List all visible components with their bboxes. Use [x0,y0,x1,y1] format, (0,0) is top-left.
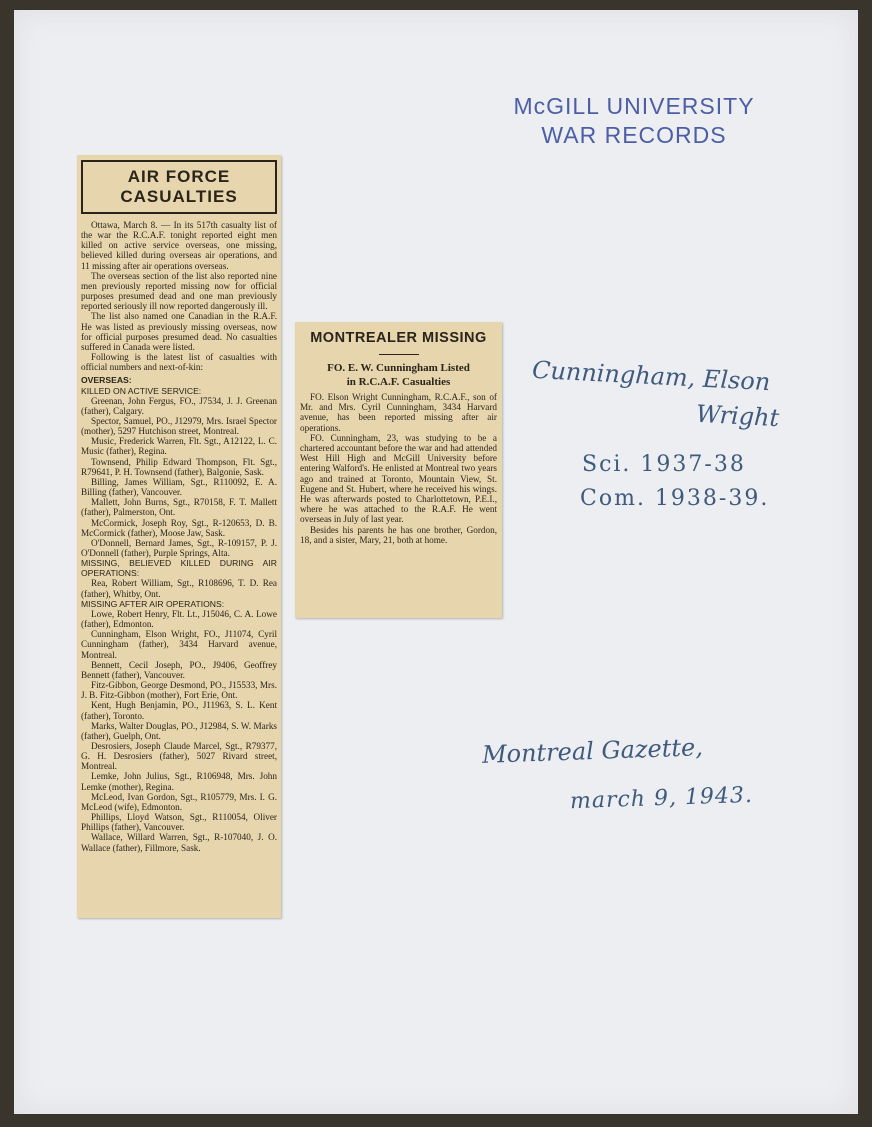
casualty-entry: Kent, Hugh Benjamin, PO., J11963, S. L. Kent (father), Toronto. [81,700,277,721]
casualty-entry: Billing, James William, Sgt., R110092, E. A. Billing (father), Vancouver. [81,476,277,498]
subsection-heading: KILLED ON ACTIVE SERVICE: [81,385,202,396]
casualty-entry: Greenan, John Fergus, FO., J7534, J. J. Greenan (father), Calgary. [81,395,277,416]
subsection-heading: MISSING, BELIEVED KILLED DURING AIR OPERATIONS: [81,558,277,579]
handwritten-science-years: Sci. 1937-38 [582,452,746,477]
stamp-line-2: WAR RECORDS [541,122,727,148]
air-force-casualties-clipping [77,155,281,918]
casualty-entry: Rea, Robert William, Sgt., R108696, T. D. Rea (father), Whitby, Ont. [81,578,277,599]
casualty-entry: McCormick, Joseph Roy, Sgt., R-120653, D. B. McCormick (father), Moose Jaw, Sask. [81,517,277,538]
casualty-entry: Music, Frederick Warren, Flt. Sgt., A12122, L. C. Music (father), Regina. [81,436,277,457]
paragraph: Ottawa, March 8. — In its 517th casualty list of the war the R.C.A.F. tonight reported eight men killed on active service overseas, one missing, believed killed during overseas air operations, and 11 missing after air operations overseas. [81,220,277,271]
handwritten-date: march 9, 1943. [569,782,754,815]
clipping-body [300,392,497,545]
casualty-entry: Bennett, Cecil Joseph, PO., J9406, Geoffrey Bennett (father), Vancouver. [81,659,277,680]
clipping-headline-box [81,160,277,214]
casualty-entry: Spector, Samuel, PO., J12979, Mrs. Israel Spector (mother), 5297 Hutchison street, Montreal. [81,415,277,437]
montrealer-missing-clipping [295,322,502,618]
casualty-entry: Marks, Walter Douglas, PO., J12984, S. W. Marks (father), Guelph, Ont. [81,720,277,741]
archive-page [14,10,858,1114]
paragraph: The overseas section of the list also reported nine men previously reported missing now for official purposes presumed dead and one man previously reported seriously ill now reported dangerously ill. [81,270,277,312]
paragraph: FO. Cunningham, 23, was studying to be a chartered accountant before the war and had attended West Hill High and McGill University before entering Walford's. He enlisted at Montreal two years ago and trained at Toronto, Mountain View, St. Eugene and St. Hubert, where he received his wings. He was afterwards posted to Charlottetown, P.E.I., where he was attached to the R.A.F. He went overseas in July of last year. [300,432,497,525]
casualty-entry: Townsend, Philip Edward Thompson, Flt. Sgt., R79641, P. H. Townsend (father), Balgonie, Sask. [81,456,277,477]
paragraph: Besides his parents he has one brother, Gordon, 18, and a sister, Mary, 21, both at home. [300,524,497,545]
casualty-entry: McLeod, Ivan Gordon, Sgt., R105779, Mrs. I. G. McLeod (wife), Edmonton. [81,791,277,812]
paragraph: Following is the latest list of casualties with official numbers and next-of-kin: [81,352,277,373]
casualty-entry: Lowe, Robert Henry, Flt. Lt., J15046, C. A. Lowe (father), Edmonton. [81,608,277,630]
handwritten-commerce-years: Com. 1938-39. [580,486,770,511]
casualty-entry: Mallett, John Burns, Sgt., R70158, F. T. Mallett (father), Palmerston, Ont. [81,497,277,518]
casualty-entry: Lemke, John Julius, Sgt., R106948, Mrs. John Lemke (mother), Regina. [81,771,277,792]
section-heading: OVERSEAS: [81,375,132,386]
handwritten-name: Cunningham, Elson [531,355,772,397]
paragraph: FO. Elson Wright Cunningham, R.C.A.F., son of Mr. and Mrs. Cyril Cunningham, 3434 Harvard avenue, has been reported missing after air operations. [300,392,497,433]
war-records-stamp [494,92,774,150]
paragraph: The list also named one Canadian in the R.A.F. He was listed as previously missing overseas, now for official purposes presumed dead. No casualties suffered in Canada were listed. [81,311,277,352]
headline-line-1: AIR FORCE [127,167,231,186]
clipping-body [81,220,277,853]
casualty-entry: Desrosiers, Joseph Claude Marcel, Sgt., R79377, G. H. Desrosiers (father), 5027 Rivard street, Montreal. [81,740,277,772]
headline-rule [379,354,419,355]
casualty-entry: O'Donnell, Bernard James, Sgt., R-109157, P. J. O'Donnell (father), Purple Springs, Alta. [81,537,277,558]
stamp-line-1: McGILL UNIVERSITY [513,93,755,119]
subheadline-line-1: FO. E. W. Cunningham Listed [327,362,470,374]
casualty-entry: Fitz-Gibbon, George Desmond, PO., J15533, Mrs. J. B. Fitz-Gibbon (mother), Fort Erie, Ont. [81,680,277,701]
subsection-heading: MISSING AFTER AIR OPERATIONS: [81,598,225,609]
casualty-entry: Wallace, Willard Warren, Sgt., R-107040, J. O. Wallace (father), Fillmore, Sask. [81,832,277,853]
clipping-subheadline [300,361,497,389]
handwritten-source: Montreal Gazette, [481,733,704,769]
casualty-entry: Phillips, Lloyd Watson, Sgt., R110054, Oliver Phillips (father), Vancouver. [81,812,277,833]
casualty-entry: Cunningham, Elson Wright, FO., J11074, Cyril Cunningham (father), 3434 Harvard avenue, Montreal. [81,629,277,660]
clipping-headline: MONTREALER MISSING [310,330,487,346]
headline-line-2: CASUALTIES [120,187,238,206]
handwritten-name-continued: Wright [695,399,780,433]
subheadline-line-2: in R.C.A.F. Casualties [346,376,451,388]
